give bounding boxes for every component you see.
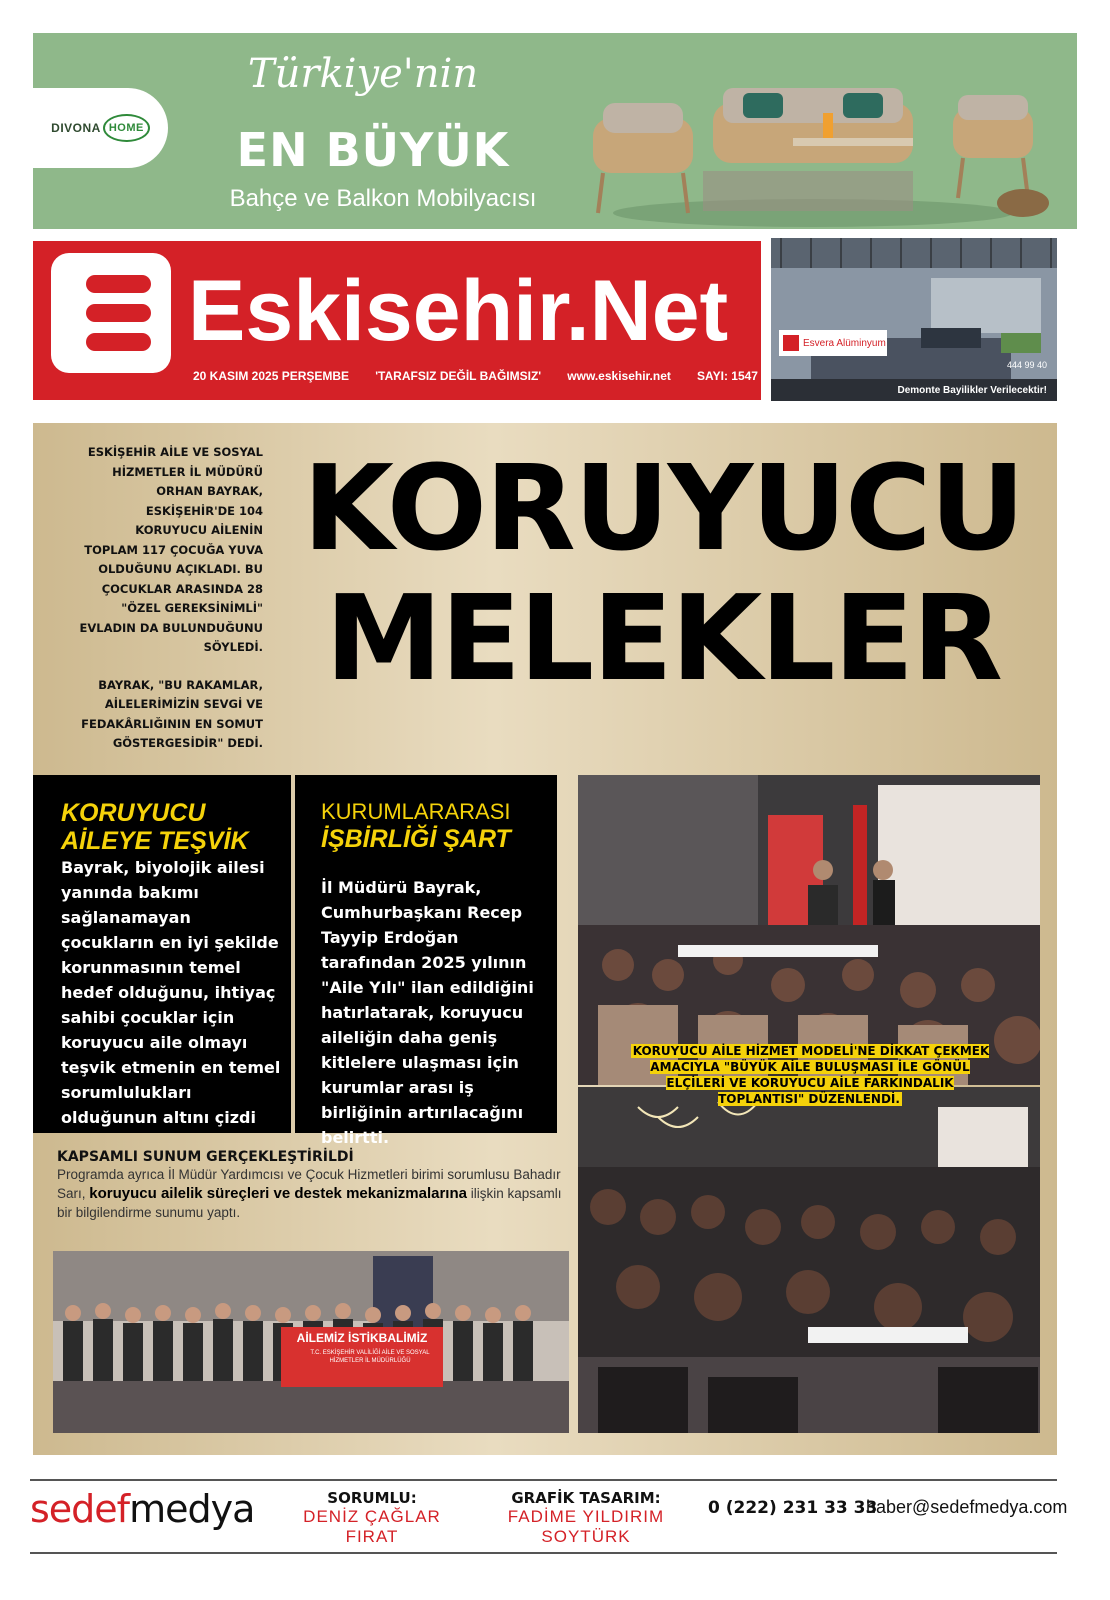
footer-phone[interactable]: 0 (222) 231 33 33 bbox=[708, 1498, 878, 1518]
esvera-advertisement[interactable] bbox=[771, 238, 1057, 401]
info-box-isbirligi bbox=[295, 775, 557, 1147]
esvera-logo bbox=[779, 330, 887, 356]
banner-text: AİLEMİZ İSTİKBALİMİZ bbox=[296, 1331, 428, 1345]
sorumlu-name: DENİZ ÇAĞLAR FIRAT bbox=[303, 1507, 441, 1546]
group-photo bbox=[53, 1251, 569, 1433]
sunum-text bbox=[57, 1165, 567, 1222]
headline-line-1: KORUYUCU bbox=[302, 439, 1024, 577]
photo-caption-text: KORUYUCU AİLE HİZMET MODELİ'NE DİKKAT ÇEKMEK AMACIYLA "BÜYÜK AİLE BULUŞMASI İLE GÖNÜL ELÇİLERİ VE KORUYUCU AİLE FARKINDALIK TOPLANTISI" DÜZENLENDİ. bbox=[632, 1044, 990, 1106]
ad-headline: EN BÜYÜK bbox=[236, 123, 510, 177]
footer-divider-bottom bbox=[30, 1552, 1057, 1554]
footer-grafik bbox=[468, 1489, 704, 1547]
headline-line-2: MELEKLER bbox=[325, 569, 1001, 707]
footer-divider-top bbox=[30, 1479, 1057, 1481]
issue-date: 20 KASIM 2025 PERŞEMBE bbox=[193, 369, 350, 383]
home-brand-text: HOME bbox=[103, 114, 150, 142]
sunum-title: KAPSAMLI SUNUM GERÇEKLEŞTİRİLDİ bbox=[57, 1149, 354, 1165]
logo-part-sedef: sedef bbox=[30, 1487, 130, 1531]
lead-paragraph-1: ESKİŞEHİR AİLE VE SOSYAL HİZMETLER İL MÜDÜRÜ ORHAN BAYRAK, ESKİŞEHİR'DE 104 KORUYUCU AİLENİN TOPLAM 117 ÇOCUĞA YUVA OLDUĞUNU AÇIKLADI. BU ÇOCUKLAR ARASINDA 28 "ÖZEL GEREKSİNİMLİ" EVLADIN DA BULUNDUĞUNU SÖYLEDİ. bbox=[79, 445, 263, 654]
masthead bbox=[33, 241, 761, 400]
esvera-phone: 444 99 40 bbox=[1006, 360, 1047, 370]
box1-kicker-line2: AİLEYE TEŞVİK bbox=[61, 827, 249, 855]
ad-subline: Bahçe ve Balkon Mobilyacısı bbox=[229, 185, 537, 212]
motto: 'TARAFSIZ DEĞİL BAĞIMSIZ' bbox=[375, 369, 542, 383]
meeting-photo-podium bbox=[578, 775, 1040, 1085]
main-article-panel bbox=[33, 423, 1057, 1455]
sunum-section bbox=[57, 1149, 567, 1222]
sunum-text-part2: ilişkin kapsamlı bir bilgilendirme sunumu yaptı. bbox=[57, 1186, 562, 1220]
footer-sorumlu bbox=[278, 1489, 466, 1547]
garden-furniture-image bbox=[553, 53, 1063, 228]
box2-kicker-line1: KURUMLARARASI bbox=[321, 799, 511, 824]
right-ad-footer-text: Demonte Bayilikler Verilecektir! bbox=[771, 379, 1057, 401]
photo-caption bbox=[630, 1043, 990, 1107]
sedef-medya-logo bbox=[30, 1487, 254, 1531]
grafik-name: FADİME YILDIRIM SOYTÜRK bbox=[507, 1507, 665, 1546]
meeting-photo-audience bbox=[578, 1087, 1040, 1433]
sunum-text-bold: koruyucu ailelik süreçleri ve destek mekanizmalarına bbox=[89, 1185, 467, 1202]
box2-kicker-line2: İŞBİRLİĞİ ŞART bbox=[321, 825, 511, 853]
ailemiz-banner bbox=[281, 1327, 443, 1387]
footer-email[interactable]: haber@sedefmedya.com bbox=[866, 1497, 1068, 1517]
logo-part-medya: medya bbox=[129, 1487, 255, 1531]
divona-brand-text: DIVONA bbox=[51, 121, 101, 135]
top-advertisement[interactable] bbox=[33, 33, 1077, 229]
newspaper-title: Eskisehir.Net bbox=[188, 263, 729, 359]
eskisehir-e-logo-icon bbox=[51, 253, 171, 373]
info-box-tesvik bbox=[33, 775, 291, 1133]
lead-paragraph-2: BAYRAK, "BU RAKAMLAR, AİLELERİMİZİN SEVGİ VE FEDAKÂRLIĞININ EN SOMUT GÖSTERGESİDİR" DEDİ. bbox=[81, 677, 263, 750]
sunum-text-part1: Programda ayrıca İl Müdür Yardımcısı ve Çocuk Hizmetleri birimi sorumlusu Bahadır Sarı, bbox=[57, 1167, 561, 1201]
website-link[interactable]: www.eskisehir.net bbox=[567, 369, 671, 383]
divona-home-logo bbox=[33, 88, 168, 168]
box1-kicker-line1: KORUYUCU bbox=[61, 799, 206, 827]
grafik-label: GRAFİK TASARIM: bbox=[511, 1489, 661, 1507]
banner-subtext: T.C. ESKİŞEHİR VALİLİĞİ AİLE VE SOSYAL HİZMETLER İL MÜDÜRLÜĞÜ bbox=[310, 1350, 430, 1364]
box1-text: Bayrak, biyolojik ailesi yanında bakımı sağlanamayan çocukların en iyi şekilde korunmasının temel hedef olduğunu, ihtiyaç sahibi çocuklar için koruyucu aile olmayı teşvik etmenin en temel sorumlulukları olduğunun altını çizdi bbox=[61, 858, 281, 1127]
sorumlu-label: SORUMLU: bbox=[327, 1489, 417, 1507]
issue-number: SAYI: 1547 bbox=[697, 369, 758, 383]
masthead-info-bar bbox=[193, 369, 758, 383]
esvera-brand-text: Esvera Alüminyum bbox=[803, 337, 886, 349]
ad-script-line: Türkiye'nin bbox=[247, 51, 479, 97]
pergola-image bbox=[771, 238, 1057, 379]
article-lead bbox=[78, 443, 263, 772]
box2-text: İl Müdürü Bayrak, Cumhurbaşkanı Recep Tayyip Erdoğan tarafından 2025 yılının "Aile Yılı" ilan edildiğini hatırlatarak, koruyucu aileliğin daha geniş kitlelere ulaşması için kurumlar arası iş birliğinin artırılacağını belirtti. bbox=[321, 878, 534, 1147]
main-headline bbox=[273, 439, 1053, 707]
